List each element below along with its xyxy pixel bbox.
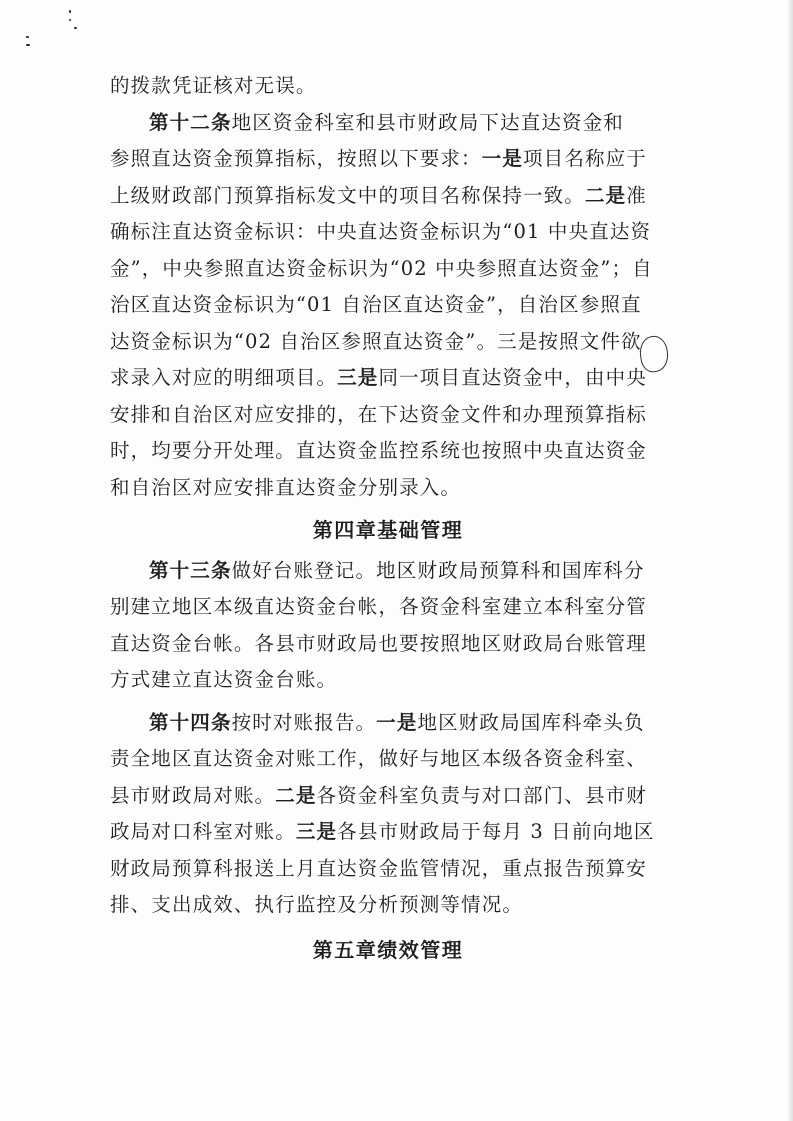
chapter-heading-4: 第四章基础管理 — [312, 518, 464, 542]
line-text: 政局对口科室对账。 — [110, 820, 296, 843]
text-line — [110, 741, 666, 778]
text-line — [110, 360, 666, 397]
line-text: 安排和自治区对应安排的，在下达资金文件和办理预算指标 — [110, 402, 647, 426]
scan-edge-shadow — [787, 0, 793, 1121]
line-text: 做好台账登记。地区财政局预算科和国库科分 — [231, 558, 645, 582]
text-line — [110, 105, 666, 142]
text-line — [110, 251, 666, 288]
line-text-tail: 各资金科室负责与对口部门、县市财 — [316, 783, 647, 807]
article-12-section — [110, 68, 666, 506]
line-text: 参照直达资金预算指标，按照以下要求： — [110, 147, 482, 170]
emphasis-marker: 三是 — [337, 366, 379, 389]
chapter-heading-5: 第五章绩效管理 — [312, 937, 464, 962]
document-body — [110, 68, 666, 972]
text-line — [110, 470, 666, 507]
text-line — [110, 589, 666, 626]
article-number: 第十四条 — [149, 710, 232, 734]
line-text-tail: 地区财政局国库科牵头负 — [417, 710, 645, 734]
text-line — [110, 814, 666, 851]
line-text-tail: 准 — [626, 183, 647, 207]
text-line — [110, 887, 666, 924]
emphasis-marker: 二是 — [275, 783, 317, 807]
line-text: 达资金标识为“02 自治区参照直达资金”。三是按照文件欲 — [110, 329, 642, 353]
text-line — [110, 662, 666, 699]
text-line — [110, 851, 666, 888]
line-text: 求录入对应的明细项目。 — [110, 366, 338, 389]
emphasis-marker: 一是 — [376, 710, 418, 734]
article-14-section — [110, 705, 666, 924]
article-number: 第十二条 — [149, 110, 232, 134]
line-text: 财政局预算科报送上月直达资金监管情况，重点报告预算安 — [110, 856, 647, 880]
line-text: 金”，中央参照直达资金标识为“02 中央参照直达资金”；自 — [110, 256, 653, 280]
emphasis-marker: 一是 — [481, 147, 524, 170]
line-text: 上级财政部门预算指标发文中的项目名称保持一致。 — [110, 183, 585, 207]
line-text: 的拨款凭证核对无误。 — [110, 74, 317, 97]
text-line — [110, 553, 666, 590]
article-number: 第十三条 — [149, 558, 232, 582]
text-line — [110, 626, 666, 663]
line-text-tail: 项目名称应于 — [523, 147, 647, 170]
emphasis-marker: 三是 — [295, 820, 338, 843]
article-13-section — [110, 553, 666, 699]
text-line — [110, 433, 666, 470]
text-line — [110, 141, 666, 178]
line-text: 县市财政局对账。 — [110, 783, 276, 807]
line-text: 时，均要分开处理。直达资金监控系统也按照中央直达资金 — [110, 439, 647, 462]
line-text: 按时对账报告。 — [231, 710, 377, 734]
text-line — [110, 705, 666, 742]
text-line — [110, 178, 666, 215]
text-line — [110, 778, 666, 815]
line-text: 确标注直达资金标识：中央直达资金标识为“01 中央直达资 — [110, 220, 652, 243]
emphasis-marker: 二是 — [584, 183, 627, 207]
line-text: 责全地区直达资金对账工作，做好与地区本级各资金科室、 — [110, 747, 647, 770]
line-text: 别建立地区本级直达资金台帐，各资金科室建立本科室分管 — [110, 595, 647, 618]
text-line — [110, 214, 666, 251]
line-text: 治区直达资金标识为“01 自治区直达资金”，自治区参照直 — [110, 293, 642, 316]
line-text-tail: 各县市财政局于每月 3 日前向地区 — [337, 820, 655, 843]
line-text: 排、支出成效、执行监控及分析预测等情况。 — [110, 893, 524, 916]
text-line — [110, 324, 666, 361]
text-line — [110, 287, 666, 324]
text-line — [110, 397, 666, 434]
line-text: 方式建立直达资金台账。 — [110, 668, 338, 691]
line-text: 直达资金台帐。各县市财政局也要按照地区财政局台账管理 — [110, 631, 647, 655]
line-text-tail: 同一项目直达资金中，由中央 — [378, 366, 647, 389]
line-text: 地区资金科室和县市财政局下达直达资金和 — [231, 110, 624, 134]
line-text: 和自治区对应安排直达资金分别录入。 — [110, 475, 462, 499]
text-line — [110, 68, 666, 105]
